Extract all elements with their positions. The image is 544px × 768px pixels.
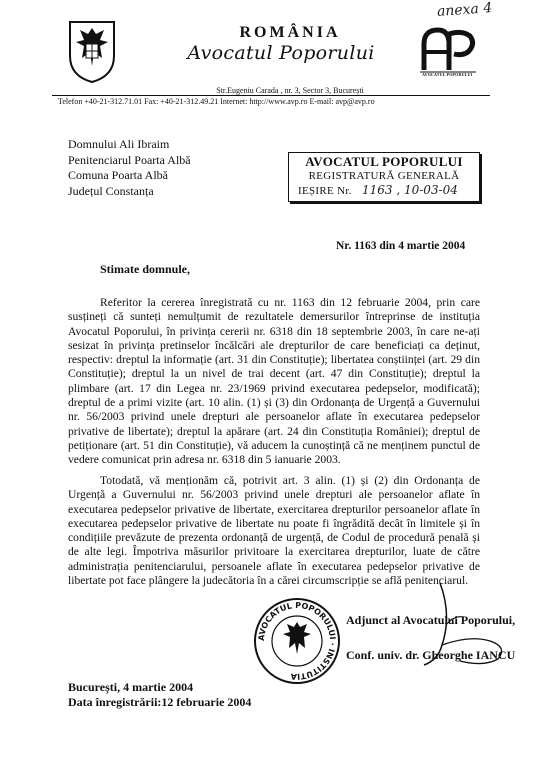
contact-line: Telefon +40-21-312.71.01 Fax: +40-21-312.49.21 Internet: http://www.avp.ro E-mail: avp@avp.ro: [58, 97, 375, 106]
recipient-institution: Penitenciarul Poarta Albă: [68, 152, 191, 167]
address-line: Str.Eugeniu Carada , nr. 3, Sector 3, București: [216, 86, 364, 95]
institution-name: Avocatul Poporului: [187, 42, 375, 64]
place-and-date: București, 4 martie 2004: [68, 680, 194, 694]
registration-date: Data înregistrării:12 februarie 2004: [68, 695, 252, 709]
recipient-block: [68, 137, 191, 199]
recipient-commune: Comuna Poarta Albă: [68, 168, 168, 182]
registry-stamp-handwritten: 1163 , 10-03-04: [362, 183, 458, 197]
seal-text: AVOCATUL POPORULUI · INSTITUTIA: [256, 600, 338, 682]
signatory-title: Adjunct al Avocatului Poporului,: [346, 613, 516, 627]
country-name: ROMÂNIA: [239, 24, 341, 41]
signatory-name: Conf. univ. dr. Gheorghe IANCU: [346, 648, 516, 662]
registry-stamp-title: AVOCATUL POPORULUI: [305, 154, 463, 169]
registry-stamp-label: IEȘIRE Nr.: [298, 185, 352, 197]
reference-number: Nr. 1163 din 4 martie 2004: [336, 240, 466, 252]
annex-note: anexa 4: [436, 0, 493, 20]
official-seal-icon: [252, 596, 342, 686]
recipient-county: Județul Constanța: [68, 183, 154, 198]
body-paragraph-2: Totodată, vă menționăm că, potrivit art. 3 alin. (1) și (2) din Ordonanța de Urgență a Guvernului nr. 56/2003 privind unele drepturi ale persoanelor aflate în executarea pedepselor privative de libertate, exercitarea drepturilor persoanelor aflate în executarea pedepselor privative de libertate nu poate fi îngrădită decât în limitele și în condițiile prevăzute de prezenta ordonanță de urgență, de Codul de procedură penală și de alte legi. Împotriva măsurilor privitoare la exercitarea drepturilor, luate de către administrația penitenciarului, persoanele aflate în executarea pedepselor privative de libertate pot face plângere la judecătoria în a cărei circumscripție se află penitenciarul.: [68, 474, 480, 588]
ap-logo-subtext: AVOCATUL POPORULUI: [422, 72, 473, 77]
body-paragraph-1: Referitor la cererea înregistrată cu nr. 1163 din 12 februarie 2004, prin care susțineți că sunteți nemulțumit de rezultatele demersurilor întreprinse de instituția Avocatul Poporului, în privința cererii nr. 6318 din 18 septembrie 2003, în care ne-ați sesizat în privința pretinselor încălcări ale drepturilor de care beneficiați ca deținut, respectiv: dreptul la informație (art. 31 din Constituție); libertatea conștiinței (art. 29 din Constituție); dreptul la un nivel de trai decent (art. 47 din Constituție); dreptul la plimbare (art. 17 din Legea nr. 23/1969 privind executarea pedepselor, modificată); dreptul de a primi vizite (art. 10 alin. (1) și (3) din Ordonanța de Urgență a Guvernului nr. 56/2003 privind unele drepturi ale persoanelor aflate în executarea pedepselor privative de libertate); dreptul la apărare (art. 24 din Constituția României); dreptul de petiționare (art. 51 din Constituție), vă aducem la cunoștință că ne menținem punctul de vedere comunicat prin adresa nr. 6318 din 5 ianuarie 2003.: [68, 296, 480, 467]
registry-stamp-subtitle: REGISTRATURĂ GENERALĂ: [308, 170, 460, 182]
recipient-name: Domnului Ali Ibraim: [68, 137, 170, 151]
salutation: Stimate domnule,: [100, 262, 190, 276]
coat-of-arms-icon: [66, 18, 118, 84]
header-divider: [52, 95, 490, 96]
